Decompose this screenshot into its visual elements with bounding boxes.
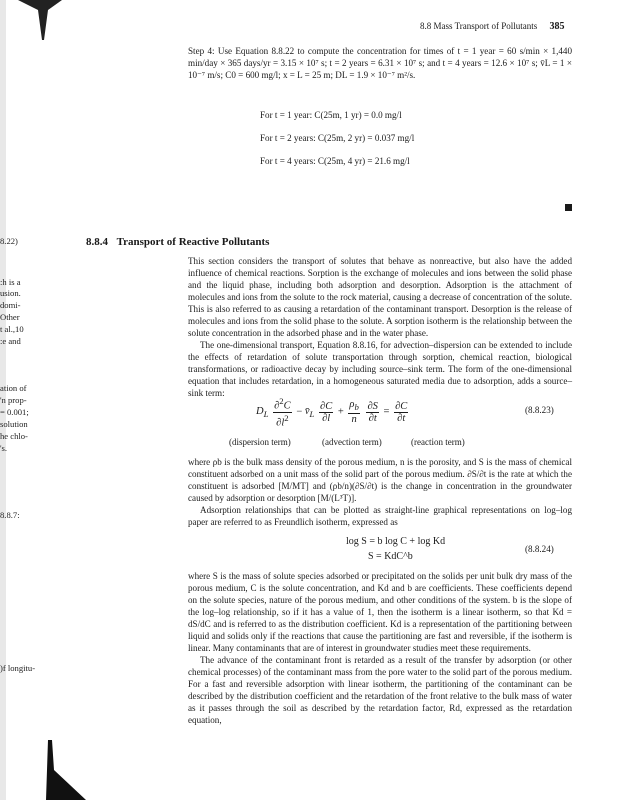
- paragraph-freundlich: Adsorption relationships that can be plotted as straight-line graphical representations on log–log paper are referred to as Freundlich isotherm, expressed as: [188, 505, 572, 527]
- margin-fragment: 8.22): [0, 236, 18, 246]
- section-number: 8.8.4: [86, 236, 108, 248]
- margin-fragment: :h is a: [0, 277, 21, 287]
- paragraph-transport: The one-dimensional transport, Equation 8.8.16, for advection–dispersion can be extended to include the effects of retardation of solute transportation through sorption, chemical reaction, biological transformations, or radioactive decay by including source–sink term. The form of the one-dimensional equation that includes retardation, in a homogeneous saturated media due to adsorption, adds a source–sink term:: [188, 340, 572, 398]
- margin-fragment: solution: [0, 419, 28, 429]
- margin-fragment: )f longitu-: [0, 663, 36, 673]
- result-line: For t = 1 year: C(25m, 1 yr) = 0.0 mg/l: [260, 110, 402, 120]
- running-head: [420, 21, 565, 32]
- margin-fragment: he chlo-: [0, 431, 28, 441]
- margin-fragment: 's.: [0, 443, 8, 453]
- paragraph-isotherm: where S is the mass of solute species adsorbed or precipitated on the solids per unit bulk dry mass of the porous medium, C is the solute concentration, and Kd and b are coefficients. These coefficients depend on the solute species, nature of the porous medium, and other conditions of the system. b is the slope of the log–log relationship, so if it has a value of 1, then the isotherm is a linear isotherm, so that Kd = dS/dC and is referred to as the distribution coefficient. Kd is a representation of the partitioning between liquid and solids only if the reactions that cause the partitioning are fast and reversible, if the isotherm is linear. Many contaminants that are of interest in groundwater studies meet these requirements.: [188, 571, 572, 653]
- body-text-middle: [188, 456, 572, 528]
- spine-shadow-top: [18, 0, 62, 40]
- margin-fragment: :e and: [0, 336, 21, 346]
- margin-fragment: 8.8.7:: [0, 510, 20, 520]
- step-4-text: [188, 45, 572, 81]
- result-line: For t = 2 years: C(25m, 2 yr) = 0.037 mg/l: [260, 133, 415, 143]
- equation-8-8-24-line2: S = KdC^b: [368, 551, 413, 562]
- page-number: 385: [549, 21, 565, 32]
- margin-fragment: Other: [0, 312, 20, 322]
- equation-term-label: (advection term): [322, 437, 382, 447]
- end-of-example-mark: [565, 204, 572, 211]
- equation-term-label: (reaction term): [411, 437, 465, 447]
- section-heading: [86, 236, 269, 248]
- result-line: For t = 4 years: C(25m, 4 yr) = 21.6 mg/l: [260, 156, 410, 166]
- equation-8-8-24-line1: log S = b log C + log Kd: [346, 536, 446, 547]
- margin-fragment: ation of: [0, 383, 27, 393]
- margin-fragment: usion.: [0, 288, 21, 298]
- spine-shadow-bottom: [46, 740, 86, 800]
- paragraph-sorption: This section considers the transport of solutes that behave as nonreactive, but also have the added influence of chemical reactions. Sorption is the exchange of molecules and ions between the solid phase and the liquid phase, including both adsorption and desorption. Adsorption is the attachment of molecules and ions from the solute to the rock material, causing a decrease of concentration of the solute. This is also referred to as causing a retardation of the contaminant transport. Desorption is the release of molecules and ions from the solid phase to the solute. A sorption isotherm is the relationship between the solute concentration in the adsorbed phase and in the water phase.: [188, 256, 572, 338]
- equation-number: (8.8.24): [525, 544, 554, 554]
- equation-term-label: (dispersion term): [229, 437, 291, 447]
- body-text-bottom: [188, 570, 572, 726]
- margin-fragment: t al.,10: [0, 324, 24, 334]
- running-head-title: 8.8 Mass Transport of Pollutants: [420, 21, 538, 31]
- margin-fragment: = 0.001;: [0, 407, 29, 417]
- section-title: Transport of Reactive Pollutants: [116, 236, 270, 248]
- equation-number: (8.8.23): [525, 405, 554, 415]
- body-text-top: [188, 255, 572, 399]
- equation-8-8-23: $D_L$ $\frac{\partial^2C}{\partial l^2}$ − $v̄_L$ $\frac{\partial C}{\partial l}$ + $\frac{\rho_b}{n}$ $\frac{\partial S}{\partial t}$ = $\frac{\partial C}{\partial t}$: [256, 396, 408, 428]
- step-4-paragraph: Step 4: Use Equation 8.8.22 to compute the concentration for times of t = 1 year = 60 s/min × 1,440 min/day × 365 days/yr = 3.15 × 10⁷ s; t = 2 years = 6.31 × 10⁷ s; and t = 4 years = 12.6 × 10⁷ s; v̄L = 1 × 10⁻⁷ m/s; C0 = 600 mg/l; x = L = 25 m; DL = 1.9 × 10⁻⁷ m²/s.: [188, 46, 572, 80]
- margin-fragment: domi-: [0, 300, 21, 310]
- paragraph-where-rho: where ρb is the bulk mass density of the porous medium, n is the porosity, and S is the mass of chemical constituent adsorbed on a unit mass of the solid part of the porous medium. ∂S/∂t is the rate at which the constituent is adsorbed [M/MT] and (ρb/n)(∂S/∂t) is the change in concentration in the groundwater caused by adsorption or desorption [M/(L³T)].: [188, 457, 572, 503]
- margin-fragment: 'n prop-: [0, 395, 27, 405]
- paragraph-retardation: The advance of the contaminant front is retarded as a result of the transfer by adsorption (or other chemical processes) of the contaminant mass from the pore water to the solid part of the porous medium. For a fast and reversible adsorption with linear isotherm, the partitioning of the contaminant can be described by the distribution coefficient and the retardation of the front relative to the bulk mass of water as it passes through the soil as described by the retardation factor, Rd, expressed as the retardation equation,: [188, 655, 572, 725]
